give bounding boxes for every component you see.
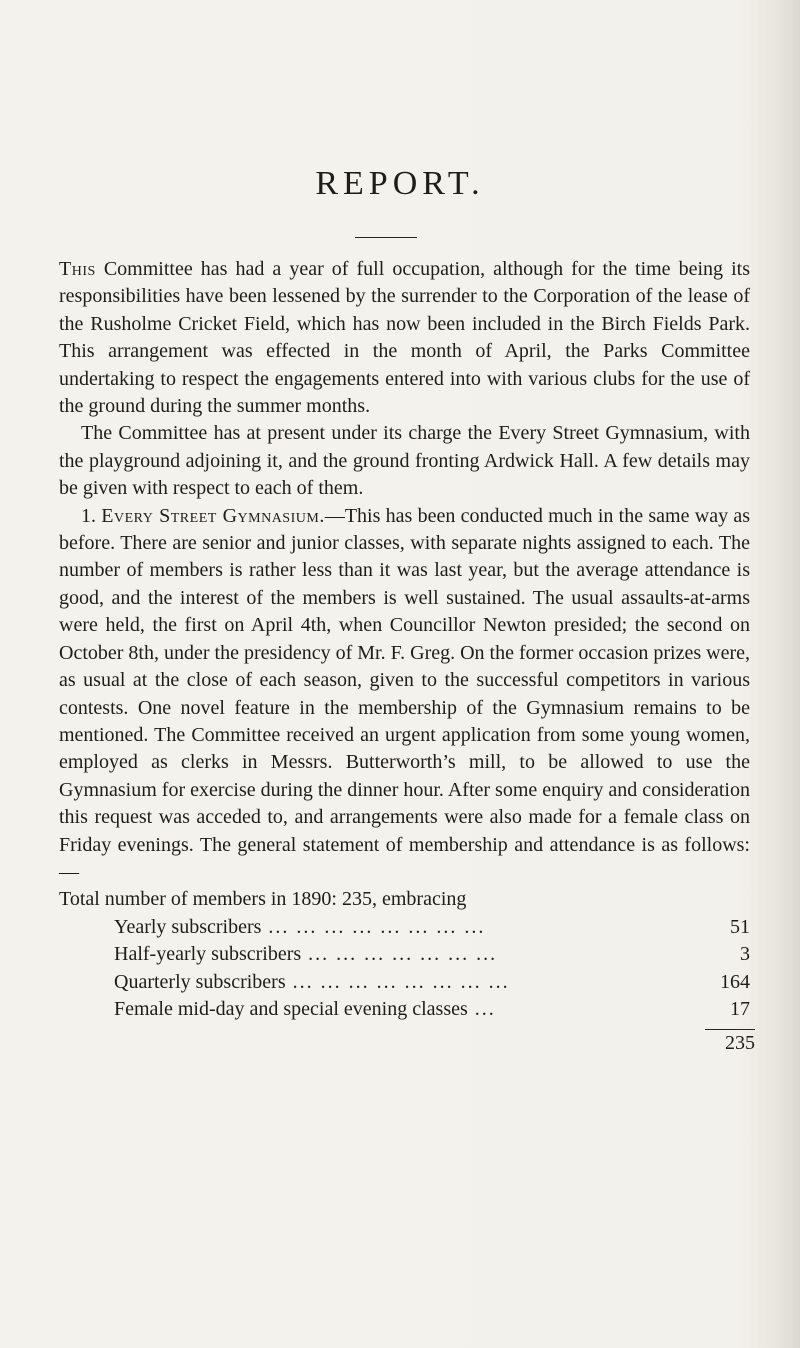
grand-total: 235 [725,1032,755,1055]
dot-leader: ... [467,997,496,1020]
row-label: Female mid-day and special evening classes [114,997,468,1020]
table-row [114,996,750,1023]
membership-table [114,914,750,1024]
section-1-number: 1. [81,504,96,527]
section-1-heading: Every Street Gymnasium. [101,504,325,527]
membership-total-line: Total number of members in 1890: 235, embracing [59,888,467,911]
row-value: 17 [730,997,750,1020]
row-value: 164 [720,970,750,993]
dot-leader: ... ... ... ... ... ... ... [301,943,498,966]
table-row [114,969,750,996]
table-row [114,914,750,941]
row-value: 51 [730,915,750,938]
intro-paragraph [59,256,750,420]
row-label: Half-yearly subscribers [114,943,302,966]
report-body [59,256,755,1057]
section-1-paragraph [59,503,750,887]
dot-leader: ... ... ... ... ... ... ... ... [261,915,486,938]
title-rule [355,237,417,238]
section-1-body: —This has been conducted much in the same way as before. There are senior and junior classes, with separate nights assigned to each. The number of members is rather less than it was last year, but the average attendance is good, and the interest of the members is well sustained. The usual assaults-at-arms were held, the first on April 4th, when Councillor Newton presided; the second on October 8th, under the presidency of Mr. F. Greg. On the former occasion prizes were, as usual at the close of each season, given to the successful competitors in various contests. One novel feature in the membership of the Gymnasium remains to be mentioned. The Committee received an urgent application from some young women, employed as clerks in Messrs. Butterworth’s mill, to be allowed to use the Gymnasium for exercise during the dinner hour. After some enquiry and consideration this request was acceded to, and arrangements were also made for a female class on Friday evenings. The general statement of membership and attendance is as follows:— [59,504,751,883]
dot-leader: ... ... ... ... ... ... ... ... [285,970,510,993]
row-label: Quarterly subscribers [114,970,286,993]
page-title: REPORT. [315,165,485,202]
row-label: Yearly subscribers [114,915,262,938]
charge-paragraph: The Committee has at present under its charge the Every Street Gymnasium, with the playground adjoining it, and the ground fronting Ardwick Hall. A few details may be given with respect to each of them. [59,422,750,500]
intro-paragraph-text: Committee has had a year of full occupation, although for the time being its responsibilities have been lessened by the surrender to the Corporation of the lease of the Rusholme Cricket Field, which has now been included in the Birch Fields Park. This arrangement was effected in the month of April, the Parks Committee undertaking to respect the engagements entered into with various clubs for the use of the ground during the summer months. [59,258,750,418]
intro-lead-word: This [59,258,96,280]
table-row [114,941,750,968]
row-value: 3 [740,943,750,966]
